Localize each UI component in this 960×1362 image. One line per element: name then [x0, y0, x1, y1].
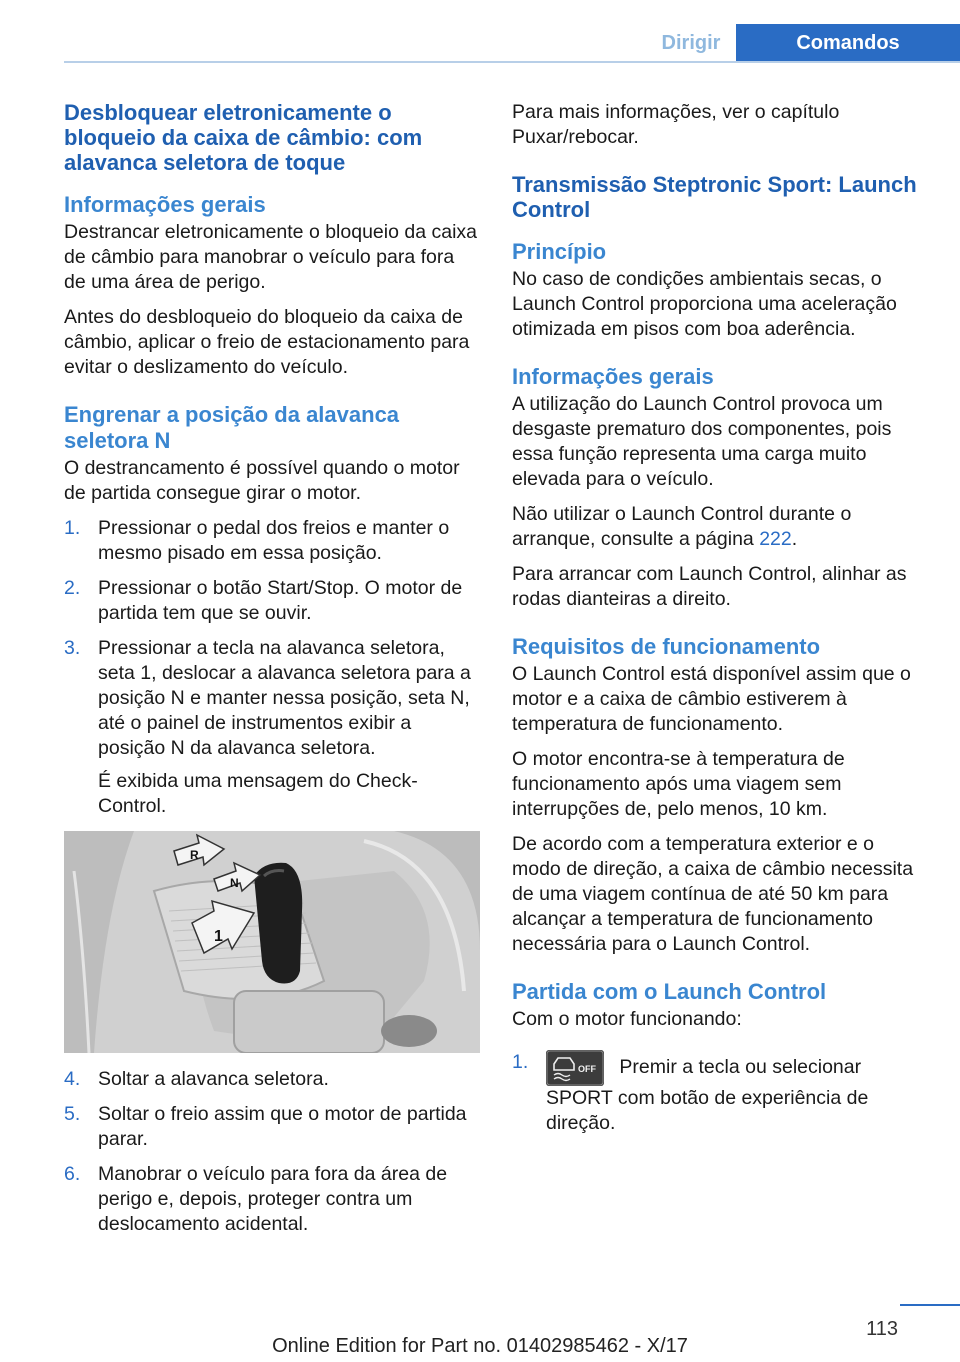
paragraph-general-r3: Para arrancar com Launch Control, alinhar as rodas dianteiras a direito. [512, 563, 907, 610]
dsc-off-icon [546, 1050, 604, 1086]
tab-dirigir[interactable]: Dirigir [661, 31, 721, 54]
list-item [64, 1162, 478, 1237]
heading-engage-n: Engrenar a posição da alavanca seletora N [64, 402, 400, 453]
paragraph-general-1: Destrancar eletronicamente o bloqueio da caixa de câmbio para manobrar o veículo para fora de uma área de perigo. [64, 221, 477, 293]
page-number: 113 [866, 1318, 898, 1340]
text-fragment: . [791, 528, 798, 550]
paragraph-req-2: O motor encontra-se à temperatura de funcionamento após uma viagem sem interrupções de, pelo menos, 10 km. [512, 748, 845, 820]
text-fragment: Não utilizar o Launch Control durante o arranque, consulte a página [512, 503, 852, 550]
step-text: Pressionar o botão Start/Stop. O motor de partida tem que se ouvir. [98, 577, 463, 624]
figure-label-1: 1 [214, 928, 223, 945]
step-number: 2. [64, 577, 81, 599]
list-item [64, 636, 478, 819]
step-number: 1. [64, 517, 81, 539]
step-text: Premir a tecla ou selecionar SPORT com botão de experiência de direção. [546, 1056, 869, 1134]
paragraph-start: Com o motor funcionando: [512, 1008, 742, 1030]
steps-list-b [64, 1067, 478, 1237]
paragraph-general-r1: A utilização do Launch Control provoca um desgaste prematuro dos componentes, pois essa função representa uma carga muito elevada para o veículo. [512, 393, 892, 490]
edition-footer: Online Edition for Part no. 01402985462 - X/17 [272, 1335, 688, 1357]
list-item [64, 1102, 478, 1152]
header-rule [64, 61, 960, 63]
list-item [64, 576, 478, 626]
heading-general-info-left: Informações gerais [64, 192, 266, 217]
tab-comandos[interactable]: Comandos [736, 24, 960, 62]
step-text: Manobrar o veículo para fora da área de perigo e, depois, proteger contra um deslocamento acidental. [98, 1163, 448, 1235]
step-number: 3. [64, 637, 81, 659]
paragraph-principle: No caso de condições ambientais secas, o Launch Control proporciona uma aceleração otimizada em pisos com boa aderência. [512, 268, 897, 340]
paragraph-general-2: Antes do desbloqueio do bloqueio da caixa de câmbio, aplicar o freio de estacionamento para evitar o deslizamento do veículo. [64, 306, 470, 378]
section-title-unlock: Desbloquear eletronicamente o bloqueio da caixa de câmbio: com alavanca seletora de toque [64, 100, 423, 175]
steps-list-a [64, 516, 478, 819]
heading-requirements: Requisitos de funcionamento [512, 634, 821, 659]
step-number: 4. [64, 1068, 81, 1090]
steps-list-c [512, 1050, 924, 1136]
icon-label-off: OFF [578, 1064, 596, 1074]
footer-rule [900, 1304, 960, 1306]
heading-principle: Princípio [512, 239, 607, 264]
gear-selector-figure [64, 831, 480, 1053]
paragraph-intro: Para mais informações, ver o capítulo Puxar/rebocar. [512, 101, 840, 148]
header-tabs [646, 24, 960, 62]
step-text: Soltar o freio assim que o motor de partida parar. [98, 1103, 467, 1150]
list-item [64, 516, 478, 566]
list-item [512, 1050, 924, 1136]
list-item [64, 1067, 478, 1092]
right-column [512, 100, 924, 1146]
paragraph-engage: O destrancamento é possível quando o motor de partida consegue girar o motor. [64, 457, 460, 504]
figure-label-n: N [230, 876, 239, 890]
section-title-launch-control: Transmissão Steptronic Sport: Launch Control [512, 172, 917, 222]
step-note: É exibida uma mensagem do Check-Control. [98, 770, 418, 817]
paragraph-general-r2 [512, 502, 924, 552]
heading-start-launch: Partida com o Launch Control [512, 979, 827, 1004]
paragraph-req-3: De acordo com a temperatura exterior e o modo de direção, a caixa de câmbio necessita de uma viagem contínua de até 50 km para alcançar a temperatura de funcionamento necessária para o Launch Control. [512, 833, 914, 955]
left-column [64, 100, 478, 1247]
step-number: 6. [64, 1163, 81, 1185]
page-link-222[interactable]: 222 [759, 528, 792, 550]
figure-label-r: R [190, 848, 199, 862]
step-number: 5. [64, 1103, 81, 1125]
step-number: 1. [512, 1051, 529, 1073]
paragraph-req-1: O Launch Control está disponível assim que o motor e a caixa de câmbio estiverem à temperatura de funcionamento. [512, 663, 911, 735]
step-text: Pressionar o pedal dos freios e manter o mesmo pisado em essa posição. [98, 517, 450, 564]
step-text: Soltar a alavanca seletora. [98, 1068, 329, 1090]
heading-general-info-right: Informações gerais [512, 364, 714, 389]
step-text: Pressionar a tecla na alavanca seletora, seta 1, deslocar a alavanca seletora para a posição N e manter nessa posição, seta N, até o painel de instrumentos exibir a posição N da alavanca seletora. [98, 637, 471, 759]
